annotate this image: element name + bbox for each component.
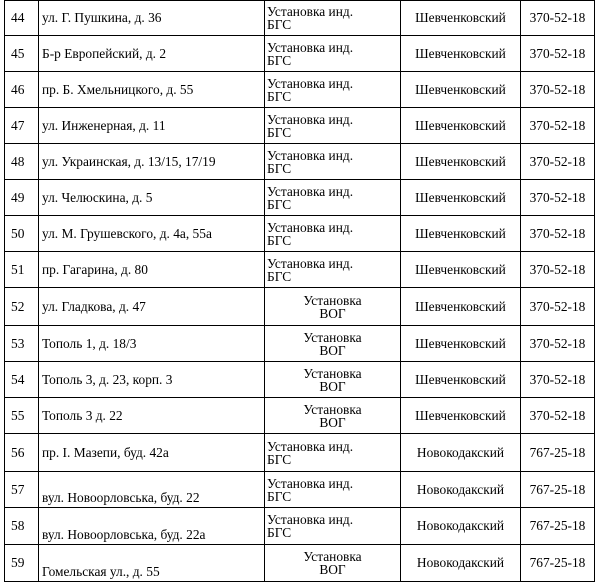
installation-type-line1: Установка инд.	[267, 512, 354, 527]
table-row	[5, 508, 595, 545]
installation-type-line1: Установка инд.	[267, 39, 354, 55]
row-district: Шевченковский	[401, 252, 521, 288]
installation-type-line1: Установка инд.	[267, 75, 354, 91]
row-phone: 370-52-18	[521, 252, 595, 288]
row-phone: 370-52-18	[521, 108, 595, 144]
row-address: ул. Г. Пушкина, д. 36	[39, 1, 265, 36]
row-installation-type	[265, 288, 401, 326]
row-district: Шевченковский	[401, 362, 521, 398]
row-district: Шевченковский	[401, 216, 521, 252]
installation-type-line1: Установка	[303, 549, 362, 564]
installation-type-line2: БГС	[267, 196, 292, 212]
row-installation-type	[265, 72, 401, 108]
row-district: Шевченковский	[401, 144, 521, 180]
table-row	[5, 180, 595, 216]
row-phone: 370-52-18	[521, 398, 595, 434]
row-phone: 767-25-18	[521, 434, 595, 472]
installation-type-line1: Установка инд.	[267, 475, 354, 491]
installation-type-line1: Установка инд.	[267, 147, 354, 163]
row-installation-type	[265, 144, 401, 180]
installation-type-line2: БГС	[267, 232, 292, 248]
table-row	[5, 362, 595, 398]
row-number: 55	[5, 398, 39, 434]
row-district: Шевченковский	[401, 326, 521, 362]
installation-type-line2: БГС	[267, 451, 292, 467]
row-district: Новокодакский	[401, 472, 521, 508]
row-installation-type	[265, 1, 401, 36]
row-address: ул. Инженерная, д. 11	[39, 108, 265, 144]
row-phone: 370-52-18	[521, 72, 595, 108]
row-installation-type	[265, 216, 401, 252]
table-body	[5, 1, 595, 582]
row-phone: 370-52-18	[521, 36, 595, 72]
row-number: 46	[5, 72, 39, 108]
row-installation-type	[265, 398, 401, 434]
row-address: Гомельская ул., д. 55	[39, 545, 265, 582]
table-row	[5, 472, 595, 508]
row-number: 49	[5, 180, 39, 216]
installation-type-line2: БГС	[267, 124, 292, 140]
row-district: Шевченковский	[401, 36, 521, 72]
installation-type-line2: БГС	[267, 88, 292, 104]
row-phone: 767-25-18	[521, 472, 595, 508]
installation-type-line2: ВОГ	[319, 378, 346, 394]
row-address: пр. І. Мазепи, буд. 42а	[39, 434, 265, 472]
row-address: ул. Украинская, д. 13/15, 17/19	[39, 144, 265, 180]
installation-type-line1: Установка инд.	[267, 4, 354, 19]
row-address: Тополь 3, д. 23, корп. 3	[39, 362, 265, 398]
installation-type-line1: Установка инд.	[267, 183, 354, 199]
row-installation-type	[265, 508, 401, 545]
installation-type-line2: ВОГ	[319, 342, 346, 358]
row-address: вул. Новоорловська, буд. 22а	[39, 508, 265, 545]
row-number: 59	[5, 545, 39, 582]
installation-type-line2: БГС	[267, 160, 292, 176]
row-phone: 370-52-18	[521, 180, 595, 216]
row-number: 50	[5, 216, 39, 252]
table-row	[5, 545, 595, 582]
row-number: 52	[5, 288, 39, 326]
row-address: ул. М. Грушевского, д. 4а, 55а	[39, 216, 265, 252]
table-row	[5, 326, 595, 362]
table-row	[5, 36, 595, 72]
row-address: Тополь 3 д. 22	[39, 398, 265, 434]
row-phone: 767-25-18	[521, 508, 595, 545]
row-phone: 370-52-18	[521, 362, 595, 398]
installation-type-line1: Установка	[303, 401, 362, 417]
installation-type-line1: Установка	[303, 292, 362, 308]
row-number: 44	[5, 1, 39, 36]
addresses-table	[4, 0, 595, 582]
row-installation-type	[265, 180, 401, 216]
row-number: 53	[5, 326, 39, 362]
row-address: ул. Челюскина, д. 5	[39, 180, 265, 216]
table-row	[5, 1, 595, 36]
row-number: 47	[5, 108, 39, 144]
row-number: 54	[5, 362, 39, 398]
row-phone: 370-52-18	[521, 144, 595, 180]
row-phone: 370-52-18	[521, 288, 595, 326]
row-number: 51	[5, 252, 39, 288]
row-installation-type	[265, 252, 401, 288]
row-installation-type	[265, 472, 401, 508]
installation-type-line1: Установка инд.	[267, 111, 354, 127]
row-installation-type	[265, 362, 401, 398]
row-installation-type	[265, 434, 401, 472]
row-district: Шевченковский	[401, 72, 521, 108]
row-district: Шевченковский	[401, 180, 521, 216]
table-row	[5, 144, 595, 180]
row-address: ул. Гладкова, д. 47	[39, 288, 265, 326]
installation-type-line1: Установка	[303, 329, 362, 345]
installation-type-line1: Установка	[303, 365, 362, 381]
installation-type-line2: ВОГ	[319, 414, 346, 430]
installation-type-line2: ВОГ	[319, 305, 346, 321]
row-district: Шевченковский	[401, 288, 521, 326]
row-installation-type	[265, 108, 401, 144]
row-district: Шевченковский	[401, 1, 521, 36]
installation-type-line1: Установка инд.	[267, 219, 354, 235]
row-installation-type	[265, 545, 401, 582]
row-address: пр. Б. Хмельницкого, д. 55	[39, 72, 265, 108]
row-address: пр. Гагарина, д. 80	[39, 252, 265, 288]
installation-type-line2: БГС	[267, 525, 292, 540]
row-address: Тополь 1, д. 18/3	[39, 326, 265, 362]
row-phone: 767-25-18	[521, 545, 595, 582]
table-row	[5, 252, 595, 288]
row-district: Новокодакский	[401, 545, 521, 582]
installation-type-line2: ВОГ	[319, 562, 346, 577]
installation-type-line2: БГС	[267, 17, 292, 32]
installation-type-line2: БГС	[267, 488, 292, 504]
row-phone: 370-52-18	[521, 326, 595, 362]
installation-type-line1: Установка инд.	[267, 438, 354, 454]
table-row	[5, 72, 595, 108]
installation-type-line2: БГС	[267, 52, 292, 68]
row-district: Шевченковский	[401, 398, 521, 434]
row-phone: 370-52-18	[521, 216, 595, 252]
row-address: вул. Новоорловська, буд. 22	[39, 472, 265, 508]
row-address: Б-р Европейский, д. 2	[39, 36, 265, 72]
row-installation-type	[265, 36, 401, 72]
table-row	[5, 398, 595, 434]
table-row	[5, 216, 595, 252]
installation-type-line1: Установка инд.	[267, 255, 354, 271]
row-number: 48	[5, 144, 39, 180]
row-number: 57	[5, 472, 39, 508]
table-row	[5, 108, 595, 144]
installation-type-line2: БГС	[267, 268, 292, 284]
row-number: 45	[5, 36, 39, 72]
table-row	[5, 288, 595, 326]
row-number: 56	[5, 434, 39, 472]
row-number: 58	[5, 508, 39, 545]
table-row	[5, 434, 595, 472]
row-district: Новокодакский	[401, 434, 521, 472]
row-phone: 370-52-18	[521, 1, 595, 36]
row-installation-type	[265, 326, 401, 362]
row-district: Шевченковский	[401, 108, 521, 144]
row-district: Новокодакский	[401, 508, 521, 545]
